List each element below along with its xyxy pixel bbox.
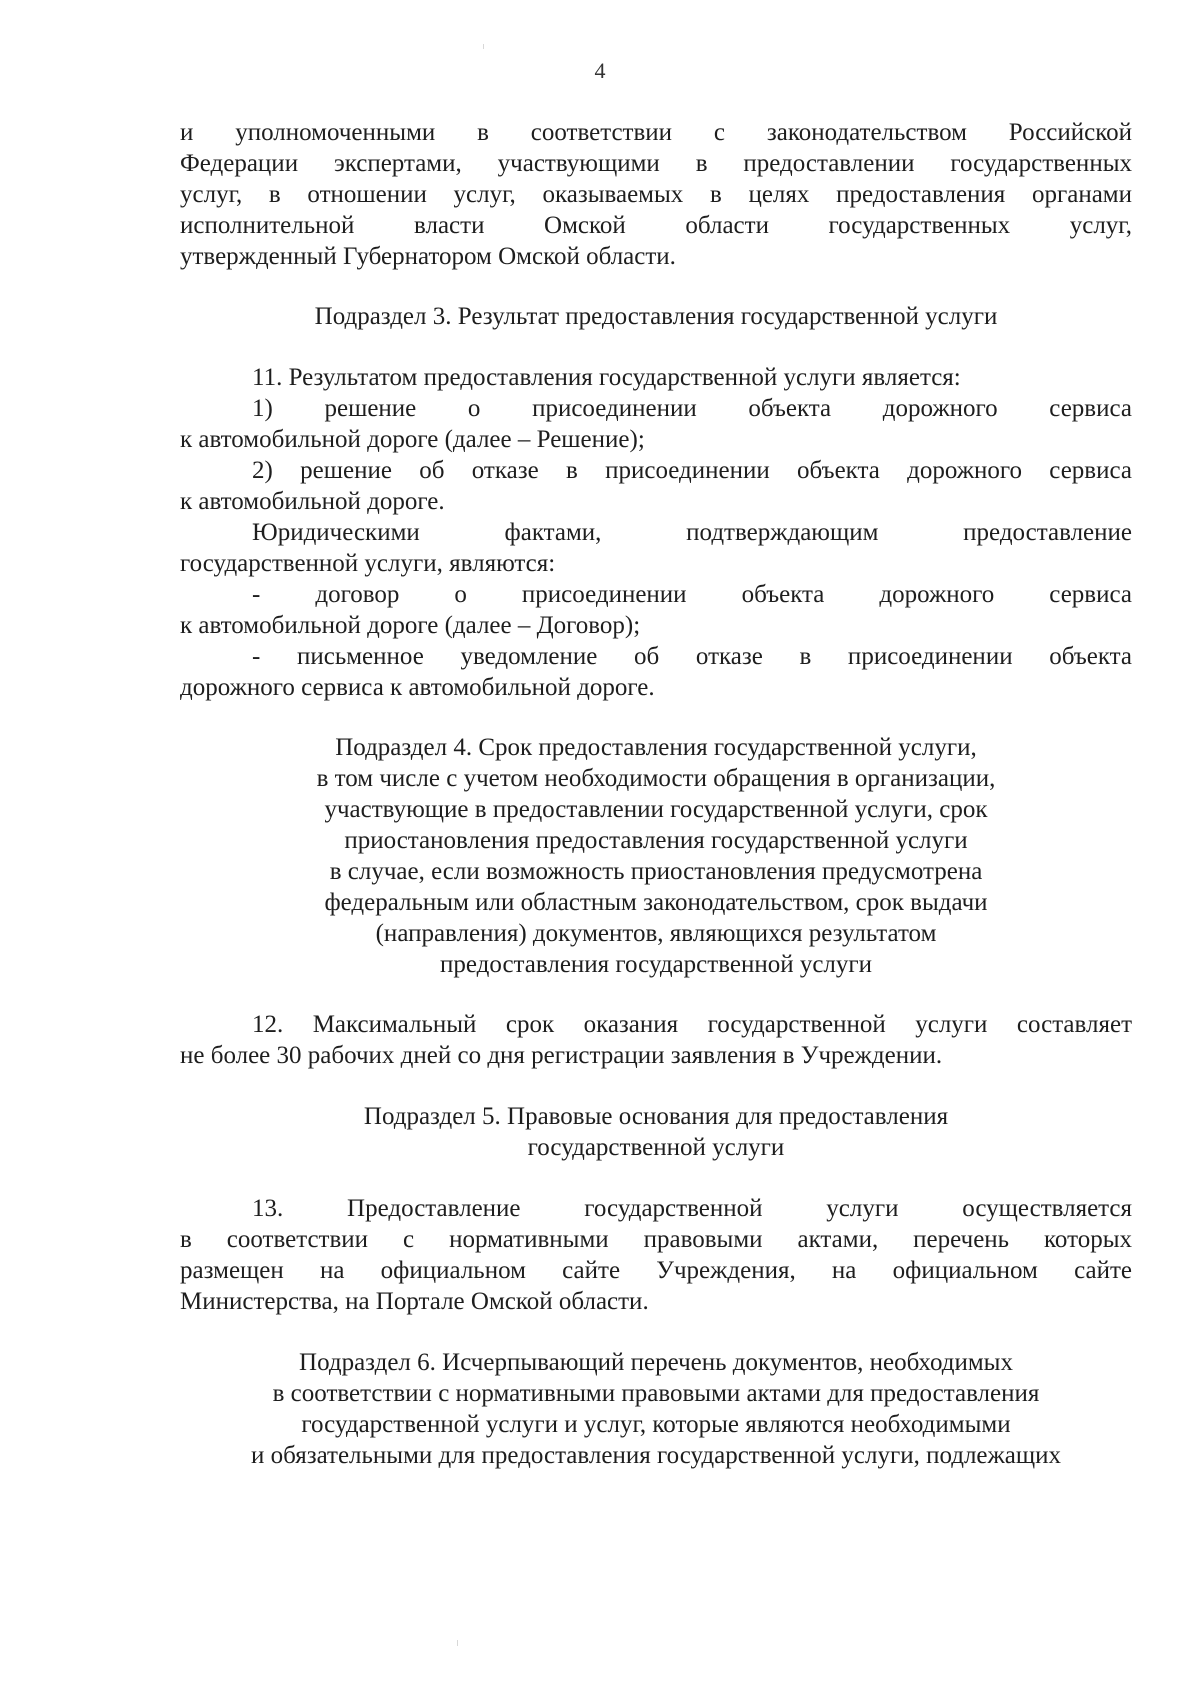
section-heading: государственной услуги (527, 1134, 785, 1161)
section-heading: Подраздел 5. Правовые основания для предоставления (363, 1103, 949, 1130)
list-item: - письменное уведомление об отказе в присоединении объекта (252, 643, 1132, 670)
body-line: размещен на официальном сайте Учреждения, на официальном сайте (180, 1257, 1132, 1284)
body-line: Федерации экспертами, участвующими в предоставлении государственных (180, 150, 1132, 177)
section-heading: Подраздел 3. Результат предоставления государственной услуги (314, 303, 998, 330)
body-line: исполнительной власти Омской области государственных услуг, (180, 212, 1132, 239)
body-line: 13. Предоставление государственной услуги осуществляется (252, 1195, 1132, 1222)
section-heading: приостановления предоставления государственной услуги (344, 827, 968, 854)
body-line: к автомобильной дороге. (180, 488, 445, 515)
section-heading: государственной услуги и услуг, которые являются необходимыми (301, 1411, 1011, 1438)
body-line: Министерства, на Портале Омской области. (180, 1288, 649, 1315)
section-heading: в том числе с учетом необходимости обращения в организации, (316, 765, 996, 792)
body-line: Юридическими фактами, подтверждающим предоставление (252, 519, 1132, 546)
list-item: 2) решение об отказе в присоединении объекта дорожного сервиса (252, 457, 1132, 484)
body-line: государственной услуги, являются: (180, 550, 556, 577)
body-line: не более 30 рабочих дней со дня регистрации заявления в Учреждении. (180, 1042, 943, 1069)
body-line: дорожного сервиса к автомобильной дороге. (180, 674, 655, 701)
list-item: - договор о присоединении объекта дорожного сервиса (252, 581, 1132, 608)
body-line: в соответствии с нормативными правовыми актами, перечень которых (180, 1226, 1132, 1253)
scan-speck (483, 44, 484, 49)
section-heading: Подраздел 4. Срок предоставления государственной услуги, (335, 734, 977, 761)
body-line: 12. Максимальный срок оказания государственной услуги составляет (252, 1011, 1132, 1038)
body-line: утвержденный Губернатором Омской области. (180, 243, 676, 270)
body-line: услуг, в отношении услуг, оказываемых в целях предоставления органами (180, 181, 1132, 208)
scan-speck (457, 1640, 458, 1646)
section-heading: предоставления государственной услуги (439, 951, 873, 978)
section-heading: федеральным или областным законодательством, срок выдачи (324, 889, 988, 916)
section-heading: (направления) документов, являющихся результатом (375, 920, 937, 947)
section-heading: и обязательными для предоставления государственной услуги, подлежащих (250, 1442, 1062, 1469)
section-heading: в соответствии с нормативными правовыми актами для предоставления (272, 1380, 1040, 1407)
list-item: 1) решение о присоединении объекта дорожного сервиса (252, 395, 1132, 422)
section-heading: Подраздел 6. Исчерпывающий перечень документов, необходимых (299, 1349, 1013, 1376)
section-heading: участвующие в предоставлении государственной услуги, срок (324, 796, 988, 823)
body-line: и уполномоченными в соответствии с законодательством Российской (180, 119, 1132, 146)
section-heading: в случае, если возможность приостановления предусмотрена (329, 858, 983, 885)
page-number: 4 (594, 58, 606, 83)
body-line: к автомобильной дороге (далее – Решение); (180, 426, 645, 453)
body-line: 11. Результатом предоставления государственной услуги является: (252, 364, 961, 391)
body-line: к автомобильной дороге (далее – Договор); (180, 612, 641, 639)
